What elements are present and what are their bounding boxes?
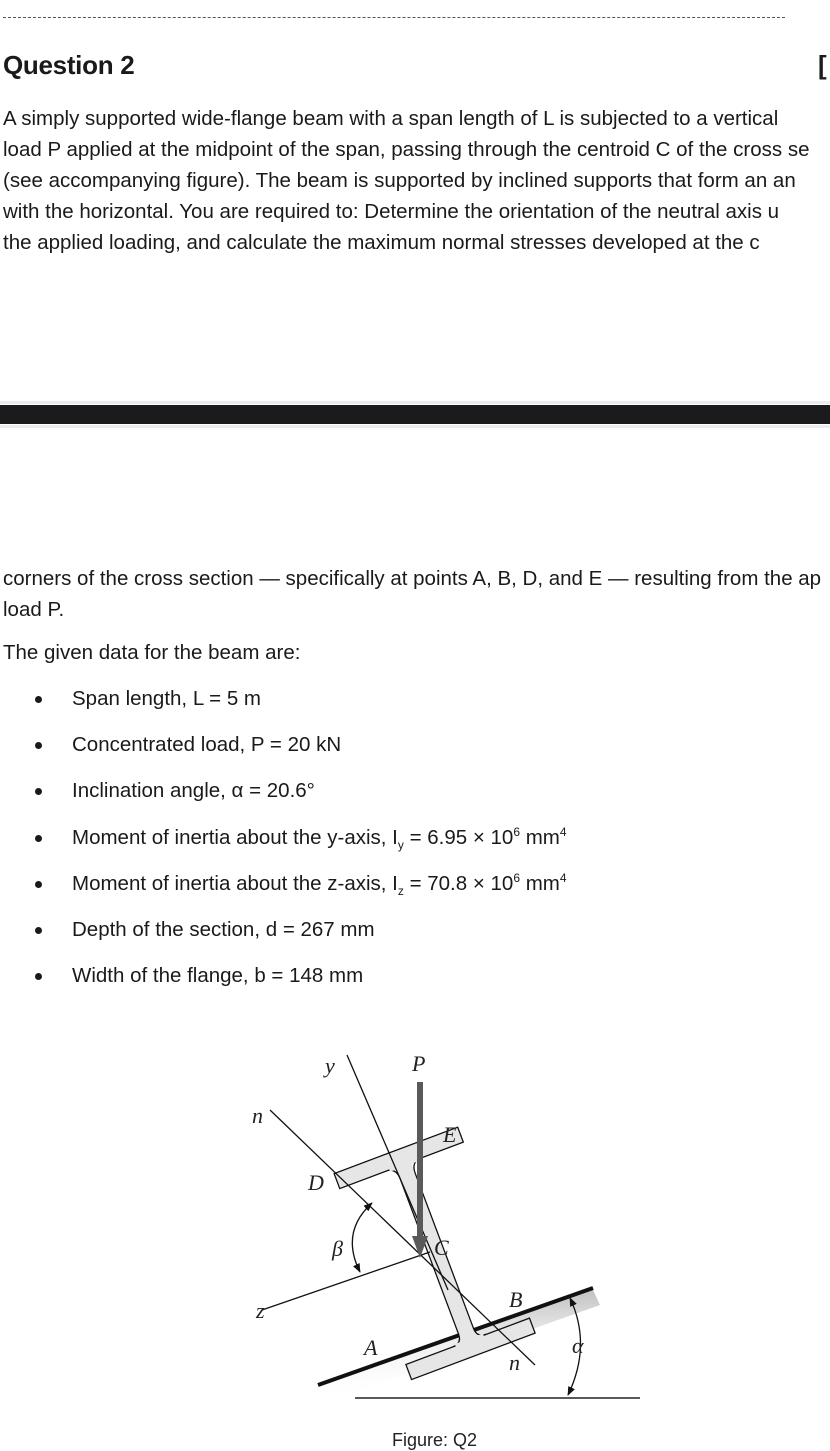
subscript: z — [397, 883, 404, 898]
given-inclination-angle: Inclination angle, α = 20.6° — [72, 779, 315, 803]
text-segment: mm — [520, 871, 560, 895]
label-point-a: A — [364, 1335, 378, 1360]
text-segment: Moment of inertia about the y-axis, I — [72, 825, 398, 849]
statement-line: A simply supported wide-flange beam with a span length of L is subjected to a vertical — [3, 107, 779, 130]
text-segment: = 70.8 × 10 — [403, 871, 514, 895]
bullet-icon — [35, 696, 42, 703]
label-neutral-axis-n-top: n — [252, 1103, 263, 1128]
bullet-icon — [35, 742, 42, 749]
superscript: 4 — [559, 824, 567, 839]
bullet-icon — [35, 788, 42, 795]
label-neutral-axis-n-bottom: n — [509, 1350, 520, 1375]
text-segment: mm — [520, 825, 560, 849]
given-data-heading: The given data for the beam are: — [3, 641, 301, 664]
label-z-axis: z — [256, 1298, 265, 1323]
bullet-icon — [35, 973, 42, 980]
superscript: 6 — [513, 870, 521, 885]
subscript: y — [397, 837, 404, 852]
statement-line: with the horizontal. You are required to: Determine the orientation of the neutral axis u — [3, 200, 780, 223]
given-flange-width: Width of the flange, b = 148 mm — [72, 964, 364, 988]
given-moment-of-inertia-z — [72, 869, 567, 899]
problem-statement — [3, 103, 830, 258]
bullet-icon — [35, 881, 42, 888]
text-segment: = 6.95 × 10 — [403, 825, 514, 849]
question-marks-fragment: [ — [818, 50, 827, 80]
label-centroid-c: C — [434, 1235, 449, 1260]
statement-line: (see accompanying figure). The beam is supported by inclined supports that form an an — [3, 169, 796, 192]
superscript: 4 — [559, 870, 567, 885]
page-break-edge — [0, 425, 830, 428]
given-section-depth: Depth of the section, d = 267 mm — [72, 917, 375, 941]
text-segment: Moment of inertia about the z-axis, I — [72, 871, 398, 895]
z-axis-line — [262, 1252, 430, 1310]
label-load-p: P — [412, 1051, 426, 1076]
page-break-edge — [0, 401, 830, 404]
statement-line: corners of the cross section — specifically at points A, B, D, and E — resulting from the ap — [3, 567, 822, 590]
label-alpha: α — [572, 1333, 584, 1358]
figure-caption: Figure: Q2 — [392, 1430, 478, 1450]
label-point-e: E — [443, 1122, 457, 1147]
beta-angle-arc — [352, 1203, 372, 1272]
section-divider-dashed — [3, 17, 785, 18]
statement-line: load P applied at the midpoint of the span, passing through the centroid C of the cross se — [3, 138, 810, 161]
beam-cross-section-figure — [0, 1040, 830, 1441]
bullet-icon — [35, 927, 42, 934]
problem-statement-continued — [3, 563, 830, 625]
statement-line: load P. — [3, 598, 65, 621]
superscript: 6 — [513, 824, 521, 839]
label-y-axis: y — [325, 1053, 335, 1078]
bullet-icon — [35, 835, 42, 842]
question-title: Question 2 — [3, 50, 135, 80]
given-moment-of-inertia-y — [72, 823, 567, 853]
given-load: Concentrated load, P = 20 kN — [72, 733, 342, 757]
given-span-length: Span length, L = 5 m — [72, 687, 261, 710]
label-point-b: B — [509, 1287, 523, 1312]
label-beta: β — [332, 1236, 343, 1261]
label-point-d: D — [308, 1170, 324, 1195]
statement-line: the applied loading, and calculate the maximum normal stresses developed at the c — [3, 231, 760, 254]
page-break-bar — [0, 405, 830, 424]
